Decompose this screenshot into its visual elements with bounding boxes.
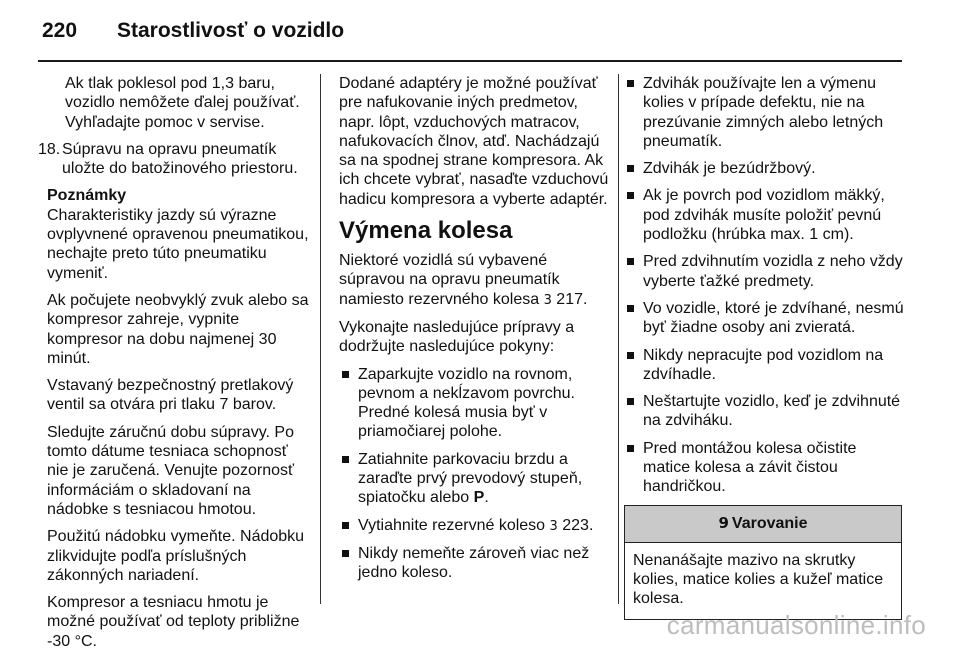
list-item-text: Zatiahnite parkovaciu brzdu a zaraďte prvý prevodový stupeň, spiatočku alebo: [358, 450, 583, 507]
column-3: [624, 74, 906, 620]
warning-triangle-icon: 9: [718, 513, 729, 532]
list-item: Zdvihák používajte len a výmenu kolies v prípade defektu, nie na prezúvanie zimných alebo letných pneumatík.: [624, 74, 906, 151]
jack-safety-list: [624, 74, 906, 497]
column-1: [38, 74, 309, 659]
list-item: Pred montážou kolesa očistite matice kolesa a závit čistou handričkou.: [624, 439, 906, 497]
page-title: Starostlivosť o vozidlo: [117, 19, 345, 42]
gear-letter: P: [473, 489, 485, 507]
column-2: [339, 74, 609, 591]
list-item: [339, 450, 609, 508]
page-reference[interactable]: 217.: [556, 290, 588, 308]
numbered-item-18: [38, 140, 309, 179]
header-divider: [38, 60, 902, 62]
list-item: Neštartujte vozidlo, keď je zdvihnuté na zdviháku.: [624, 392, 906, 431]
note-paragraph: Použitú nádobku vymeňte. Nádobku zlikvidujte podľa príslušných zákonných nariadení.: [47, 528, 305, 584]
note-paragraph: Ak počujete neobvyklý zvuk alebo sa kompresor zahreje, vypnite kompresor na dobu najmenej 30 minút.: [47, 291, 309, 367]
item-text: Súpravu na opravu pneumatík uložte do batožinového priestoru.: [62, 140, 298, 178]
page-number: 220: [42, 19, 78, 42]
item-number: 18.: [38, 140, 61, 158]
intro-text: Niektoré vozidlá sú vybavené súpravou na opravu pneumatík namiesto rezervného kolesa: [339, 252, 560, 308]
adapter-paragraph: Dodané adaptéry je možné používať pre nafukovanie iných predmetov, napr. lôpt, vzduchových matracov, nafukovacích člnov, atď. Nachádzajú sa na spodnej strane kompresora. Ak ich chcete vybrať, nasaďte vzduchovú hadicu kompresora a vyberte adaptér.: [339, 75, 609, 208]
watermark: carmanualsonline.info: [666, 610, 926, 640]
preparation-list: [339, 365, 609, 583]
warning-title: Varovanie: [731, 514, 808, 532]
intro-paragraph: [339, 251, 609, 310]
list-item: Pred zdvihnutím vozidla z neho vždy vyberte ťažké predmety.: [624, 252, 906, 291]
continued-text: Ak tlak poklesol pod 1,3 baru, vozidlo nemôžete ďalej používať. Vyhľadajte pomoc v servise.: [65, 75, 300, 131]
note-title: Poznámky: [47, 187, 127, 205]
note-paragraph: Charakteristiky jazdy sú výrazne ovplyvnené opravenou pneumatikou, nechajte preto túto pneumatiku vymeniť.: [47, 206, 309, 282]
list-item: Ak je povrch pod vozidlom mäkký, pod zdvihák musíte položiť pevnú podložku (hrúbka max. 1 cm).: [624, 186, 906, 244]
list-item: Nikdy nepracujte pod vozidlom na zdvíhadle.: [624, 346, 906, 385]
note-paragraph: Sledujte záručnú dobu súpravy. Po tomto dátume tesniaca schopnosť nie je zaručená. Venujte pozornosť informáciám o skladovaní na nádobke s tesniacou hmotou.: [47, 423, 295, 518]
note-paragraph: Vstavaný bezpečnostný pretlakový ventil sa otvára pri tlaku 7 barov.: [47, 377, 294, 414]
list-item-text: Vytiahnite rezervné koleso: [358, 516, 546, 534]
warning-text: Nenanášajte mazivo na skrutky kolies, matice kolies a kužeľ matice kolesa.: [633, 551, 884, 608]
note-paragraph: Kompresor a tesniacu hmotu je možné používať od teploty približne -30 °C.: [47, 594, 300, 650]
page-reference-icon: 3: [549, 518, 558, 534]
list-item: [339, 516, 609, 536]
list-item: Nikdy nemeňte zároveň viac než jedno koleso.: [339, 544, 609, 583]
column-divider-1: [320, 74, 321, 604]
list-item: Vo vozidle, ktoré je zdvíhané, nesmú byť žiadne osoby ani zvieratá.: [624, 299, 906, 338]
warning-header: [625, 506, 901, 543]
column-divider-2: [618, 74, 619, 604]
page-reference[interactable]: 223.: [562, 516, 594, 534]
section-title: Výmena kolesa: [339, 217, 513, 245]
list-item: Zdvihák je bezúdržbový.: [624, 159, 906, 178]
warning-box: [624, 505, 902, 620]
page-header: [0, 0, 960, 62]
list-item-end: .: [484, 489, 489, 507]
instruction-paragraph: Vykonajte nasledujúce prípravy a dodržujte nasledujúce pokyny:: [339, 318, 575, 356]
list-item: Zaparkujte vozidlo na rovnom, pevnom a nekĺzavom povrchu. Predné kolesá musia byť v priamočiarej polohe.: [339, 365, 609, 442]
page-reference-icon: 3: [543, 292, 552, 308]
